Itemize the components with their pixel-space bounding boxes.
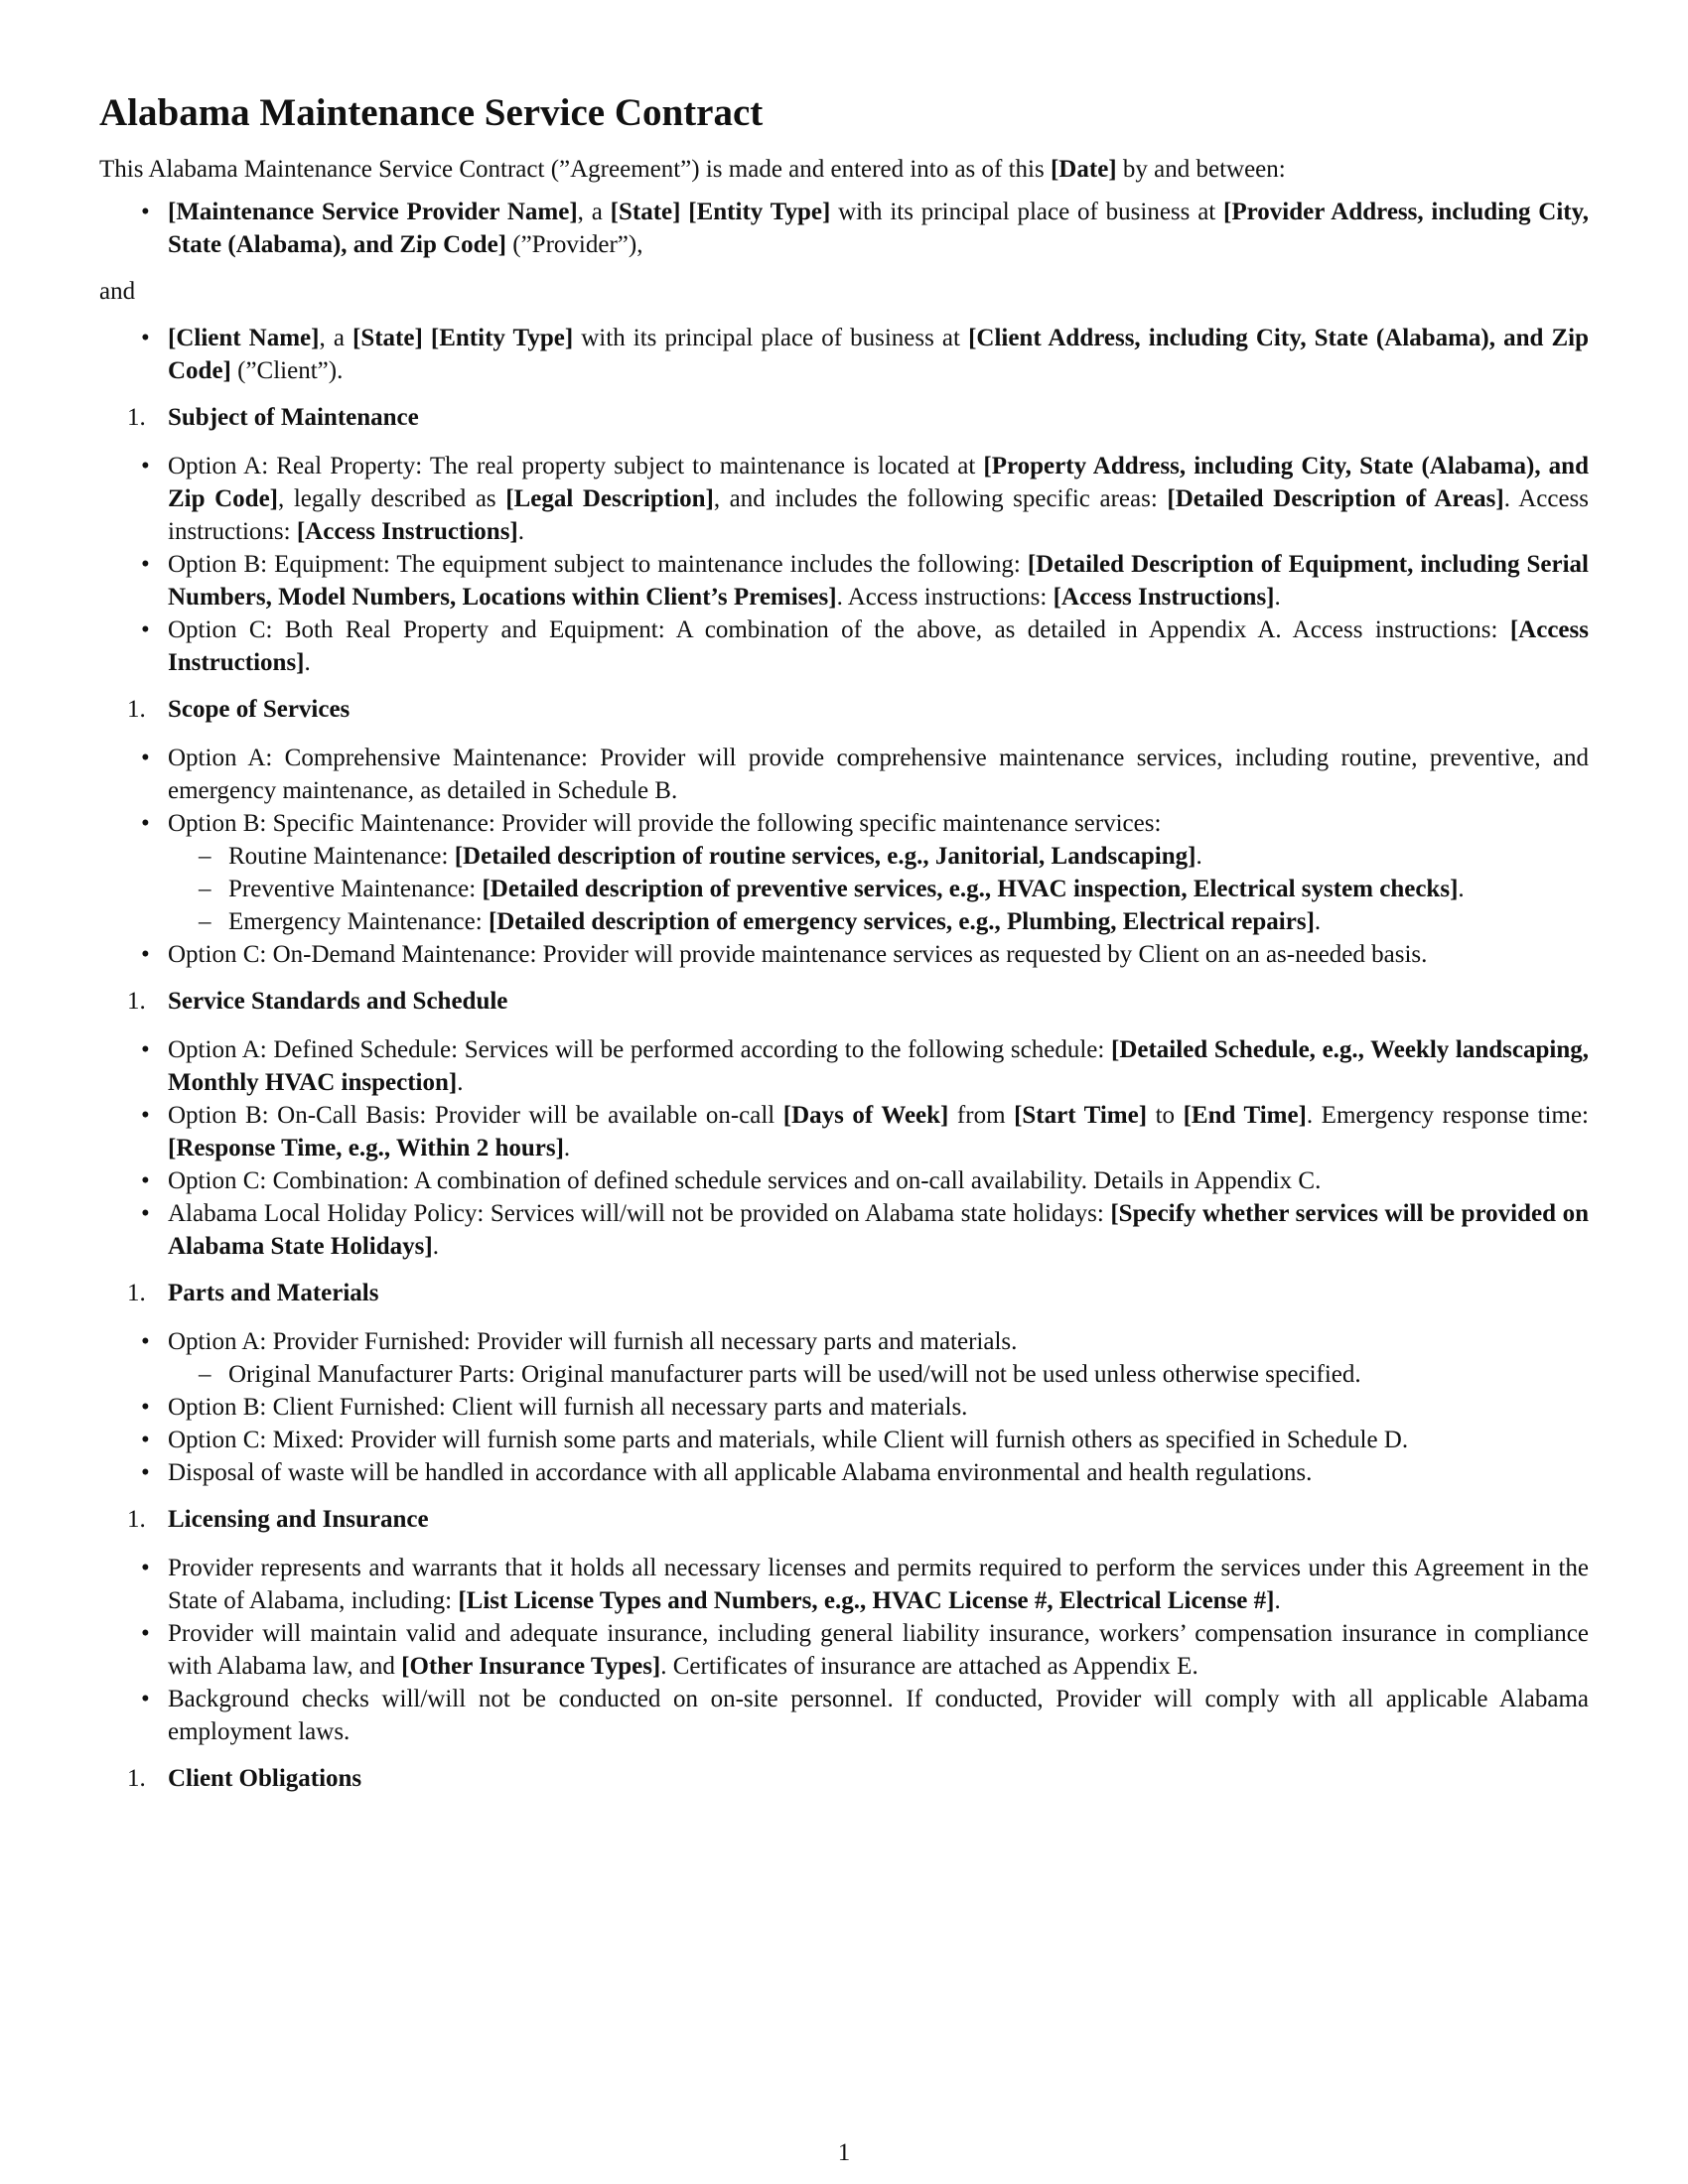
sub-list-item: – Routine Maintenance: [Detailed description of routine services, e.g., Janitorial, Landscaping].: [228, 840, 1589, 873]
intro-paragraph: This Alabama Maintenance Service Contract (”Agreement”) is made and entered into as of this [Date] by and between:: [99, 156, 1286, 183]
list-item: • Option A: Provider Furnished: Provider will furnish all necessary parts and materials. – Original Manufacturer Parts: Original manufacturer parts will be used/will not be used unless otherwise specified.: [168, 1325, 1589, 1391]
sub-list-item: – Emergency Maintenance: [Detailed description of emergency services, e.g., Plumbing, Electrical repairs].: [228, 905, 1589, 938]
sub-list-item: – Preventive Maintenance: [Detailed description of preventive services, e.g., HVAC inspection, Electrical system checks].: [228, 873, 1589, 905]
client-party-list: [99, 322, 1589, 387]
page-number: 1: [837, 2139, 851, 2166]
parts-options: [99, 1325, 1589, 1489]
section-heading-parts: 1. Parts and Materials: [127, 1280, 379, 1306]
list-item: • Option C: Mixed: Provider will furnish some parts and materials, while Client will furnish others as specified in Schedule D.: [168, 1424, 1589, 1456]
date-placeholder: [Date]: [1050, 156, 1117, 183]
conjunction-and: and: [99, 278, 136, 305]
list-item: • Option C: On-Demand Maintenance: Provider will provide maintenance services as requested by Client on an as-needed basis.: [168, 938, 1589, 971]
list-item: • Disposal of waste will be handled in accordance with all applicable Alabama environmental and health regulations.: [168, 1456, 1589, 1489]
specific-maintenance-sublist: [168, 840, 1589, 938]
list-item: • Provider will maintain valid and adequate insurance, including general liability insurance, workers’ compensation insurance in compliance with Alabama law, and [Other Insurance Types]. Certificates of insurance are attached as Appendix E.: [168, 1617, 1589, 1683]
section-heading-licensing: 1. Licensing and Insurance: [127, 1506, 429, 1533]
list-item: • Option B: On-Call Basis: Provider will be available on-call [Days of Week] from [Start Time] to [End Time]. Emergency response time: [Response Time, e.g., Within 2 hours].: [168, 1099, 1589, 1164]
list-item: • Option A: Comprehensive Maintenance: Provider will provide comprehensive maintenance services, including routine, preventive, and emergency maintenance, as detailed in Schedule B.: [168, 742, 1589, 807]
document-title: Alabama Maintenance Service Contract: [99, 91, 764, 134]
client-party: • [Client Name], a [State] [Entity Type] with its principal place of business at [Client Address, including City, State (Alabama), and Zip Code] (”Client”).: [168, 322, 1589, 387]
section-heading-subject: 1. Subject of Maintenance: [127, 404, 419, 431]
list-item: • Option A: Defined Schedule: Services will be performed according to the following schedule: [Detailed Schedule, e.g., Weekly landscaping, Monthly HVAC inspection].: [168, 1033, 1589, 1099]
provider-party: • [Maintenance Service Provider Name], a [State] [Entity Type] with its principal place of business at [Provider Address, including City, State (Alabama), and Zip Code] (”Provider”),: [168, 196, 1589, 261]
section-heading-client-obligations: 1. Client Obligations: [127, 1765, 362, 1792]
list-item: • Option A: Real Property: The real property subject to maintenance is located at [Property Address, including City, State (Alabama), and Zip Code], legally described as [Legal Description], and includes the following specific areas: [Detailed Description of Areas]. Access instructions: [Access Instructions].: [168, 450, 1589, 548]
provider-party-list: [99, 196, 1589, 261]
section-heading-scope: 1. Scope of Services: [127, 696, 351, 723]
scope-options: [99, 742, 1589, 971]
subject-options: [99, 450, 1589, 679]
list-item: • Provider represents and warrants that it holds all necessary licenses and permits required to perform the services under this Agreement in the State of Alabama, including: [List License Types and Numbers, e.g., HVAC License #, Electrical License #].: [168, 1552, 1589, 1617]
sub-list-item: – Original Manufacturer Parts: Original manufacturer parts will be used/will not be used unless otherwise specified.: [228, 1358, 1589, 1391]
list-item: • Option C: Both Real Property and Equipment: A combination of the above, as detailed in Appendix A. Access instructions: [Access Instructions].: [168, 614, 1589, 679]
list-item: • Option B: Specific Maintenance: Provider will provide the following specific maintenance services: – Routine Maintenance: [Detailed description of routine services, e.g., Janitorial, Landscaping]. – Preventive Maintenance: [Detailed description of preventive services, e.g., HVAC inspection, Electrical system checks]. – Emergency Maintenance: [Detailed description of emergency services, e.g., Plumbing, Electrical repairs].: [168, 807, 1589, 938]
list-item: • Option B: Equipment: The equipment subject to maintenance includes the following: [Detailed Description of Equipment, including Serial Numbers, Model Numbers, Locations within Client’s Premises]. Access instructions: [Access Instructions].: [168, 548, 1589, 614]
list-item: • Alabama Local Holiday Policy: Services will/will not be provided on Alabama state holidays: [Specify whether services will be provided on Alabama State Holidays].: [168, 1197, 1589, 1263]
document-page: [99, 91, 1589, 1811]
schedule-options: [99, 1033, 1589, 1263]
licensing-options: [99, 1552, 1589, 1748]
provider-furnished-sublist: [168, 1358, 1589, 1391]
list-item: • Option C: Combination: A combination of defined schedule services and on-call availability. Details in Appendix C.: [168, 1164, 1589, 1197]
list-item: • Background checks will/will not be conducted on on-site personnel. If conducted, Provider will comply with all applicable Alabama employment laws.: [168, 1683, 1589, 1748]
list-item: • Option B: Client Furnished: Client will furnish all necessary parts and materials.: [168, 1391, 1589, 1424]
section-heading-schedule: 1. Service Standards and Schedule: [127, 988, 508, 1015]
